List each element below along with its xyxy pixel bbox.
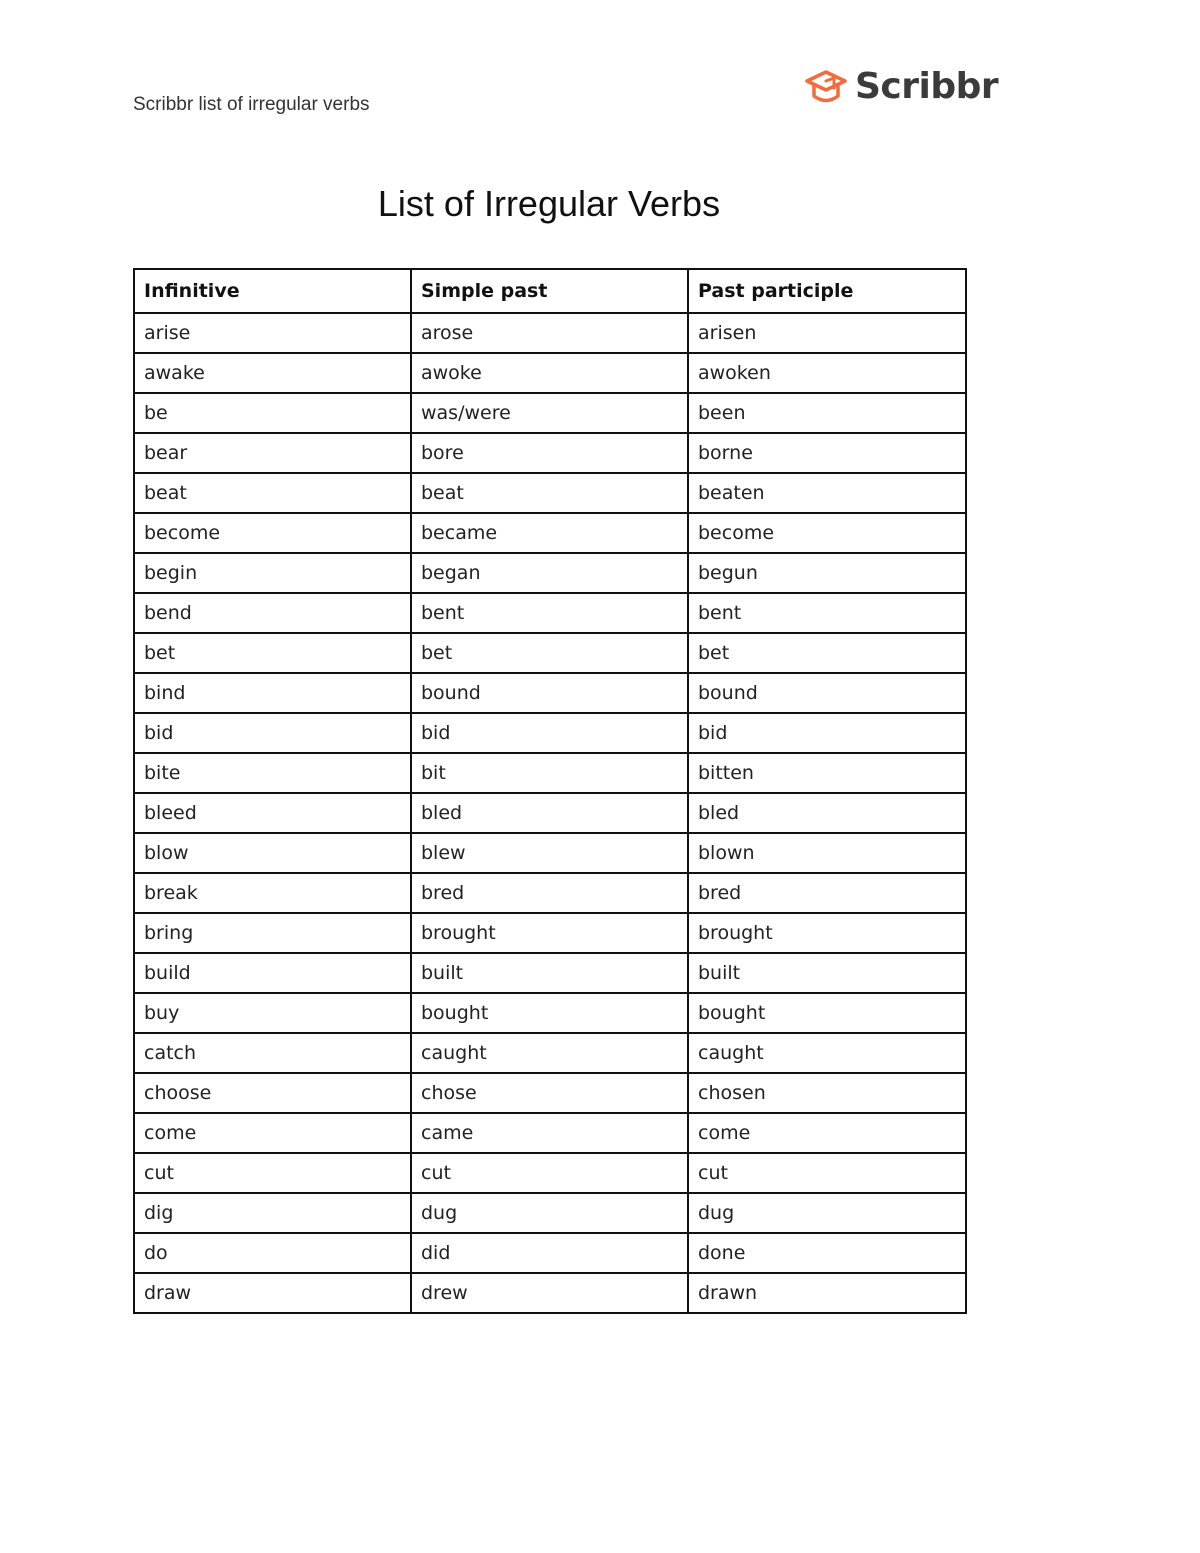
logo-wordmark: Scribbr	[855, 66, 999, 107]
graduation-cap-icon	[803, 64, 849, 110]
table-row	[134, 793, 966, 833]
simple-past-cell: bore	[411, 433, 688, 473]
infinitive-cell: bleed	[134, 793, 411, 833]
document-title: List of Irregular Verbs	[377, 183, 721, 224]
table-row	[134, 473, 966, 513]
table-row	[134, 1033, 966, 1073]
past-participle-cell: bled	[688, 793, 966, 833]
table-row	[134, 1193, 966, 1233]
infinitive-cell: bring	[134, 913, 411, 953]
simple-past-cell: became	[411, 513, 688, 553]
simple-past-cell: chose	[411, 1073, 688, 1113]
infinitive-cell: arise	[134, 313, 411, 353]
infinitive-cell: catch	[134, 1033, 411, 1073]
infinitive-cell: become	[134, 513, 411, 553]
simple-past-cell: arose	[411, 313, 688, 353]
simple-past-cell: began	[411, 553, 688, 593]
table-row	[134, 873, 966, 913]
simple-past-cell: awoke	[411, 353, 688, 393]
infinitive-cell: buy	[134, 993, 411, 1033]
simple-past-cell: bent	[411, 593, 688, 633]
simple-past-cell: did	[411, 1233, 688, 1273]
past-participle-cell: cut	[688, 1153, 966, 1193]
table-header-row	[134, 269, 966, 313]
table-row	[134, 553, 966, 593]
infinitive-cell: begin	[134, 553, 411, 593]
infinitive-cell: bend	[134, 593, 411, 633]
infinitive-cell: bite	[134, 753, 411, 793]
infinitive-cell: blow	[134, 833, 411, 873]
infinitive-cell: awake	[134, 353, 411, 393]
table-row	[134, 953, 966, 993]
irregular-verbs-table	[133, 268, 967, 1314]
simple-past-cell: was/were	[411, 393, 688, 433]
past-participle-cell: been	[688, 393, 966, 433]
column-header-past-participle: Past participle	[688, 269, 966, 313]
table-row	[134, 913, 966, 953]
infinitive-cell: come	[134, 1113, 411, 1153]
infinitive-cell: do	[134, 1233, 411, 1273]
table-row	[134, 753, 966, 793]
simple-past-cell: brought	[411, 913, 688, 953]
table-row	[134, 1273, 966, 1313]
past-participle-cell: come	[688, 1113, 966, 1153]
infinitive-cell: choose	[134, 1073, 411, 1113]
simple-past-cell: drew	[411, 1273, 688, 1313]
infinitive-cell: build	[134, 953, 411, 993]
past-participle-cell: bound	[688, 673, 966, 713]
running-header: Scribbr list of irregular verbs	[133, 94, 370, 115]
infinitive-cell: bind	[134, 673, 411, 713]
past-participle-cell: blown	[688, 833, 966, 873]
past-participle-cell: bet	[688, 633, 966, 673]
simple-past-cell: beat	[411, 473, 688, 513]
simple-past-cell: caught	[411, 1033, 688, 1073]
table-row	[134, 633, 966, 673]
simple-past-cell: came	[411, 1113, 688, 1153]
table-row	[134, 993, 966, 1033]
infinitive-cell: be	[134, 393, 411, 433]
past-participle-cell: become	[688, 513, 966, 553]
table-row	[134, 1073, 966, 1113]
table-row	[134, 1113, 966, 1153]
simple-past-cell: bought	[411, 993, 688, 1033]
infinitive-cell: bet	[134, 633, 411, 673]
table-row	[134, 393, 966, 433]
past-participle-cell: bitten	[688, 753, 966, 793]
past-participle-cell: borne	[688, 433, 966, 473]
simple-past-cell: bit	[411, 753, 688, 793]
past-participle-cell: done	[688, 1233, 966, 1273]
past-participle-cell: awoken	[688, 353, 966, 393]
table-row	[134, 1153, 966, 1193]
table-row	[134, 1233, 966, 1273]
simple-past-cell: bled	[411, 793, 688, 833]
table-row	[134, 353, 966, 393]
past-participle-cell: bred	[688, 873, 966, 913]
simple-past-cell: blew	[411, 833, 688, 873]
simple-past-cell: bid	[411, 713, 688, 753]
infinitive-cell: cut	[134, 1153, 411, 1193]
infinitive-cell: bear	[134, 433, 411, 473]
simple-past-cell: built	[411, 953, 688, 993]
scribbr-logo[interactable]	[803, 64, 998, 110]
past-participle-cell: beaten	[688, 473, 966, 513]
infinitive-cell: draw	[134, 1273, 411, 1313]
table-row	[134, 593, 966, 633]
infinitive-cell: dig	[134, 1193, 411, 1233]
past-participle-cell: dug	[688, 1193, 966, 1233]
table-row	[134, 513, 966, 553]
past-participle-cell: begun	[688, 553, 966, 593]
past-participle-cell: brought	[688, 913, 966, 953]
simple-past-cell: bred	[411, 873, 688, 913]
simple-past-cell: dug	[411, 1193, 688, 1233]
past-participle-cell: built	[688, 953, 966, 993]
simple-past-cell: bet	[411, 633, 688, 673]
infinitive-cell: break	[134, 873, 411, 913]
simple-past-cell: cut	[411, 1153, 688, 1193]
past-participle-cell: drawn	[688, 1273, 966, 1313]
simple-past-cell: bound	[411, 673, 688, 713]
column-header-infinitive: Infinitive	[134, 269, 411, 313]
table-row	[134, 713, 966, 753]
past-participle-cell: bent	[688, 593, 966, 633]
infinitive-cell: beat	[134, 473, 411, 513]
past-participle-cell: caught	[688, 1033, 966, 1073]
column-header-simple-past: Simple past	[411, 269, 688, 313]
table-row	[134, 433, 966, 473]
past-participle-cell: chosen	[688, 1073, 966, 1113]
past-participle-cell: bid	[688, 713, 966, 753]
table-row	[134, 313, 966, 353]
infinitive-cell: bid	[134, 713, 411, 753]
past-participle-cell: bought	[688, 993, 966, 1033]
past-participle-cell: arisen	[688, 313, 966, 353]
table-row	[134, 673, 966, 713]
table-row	[134, 833, 966, 873]
